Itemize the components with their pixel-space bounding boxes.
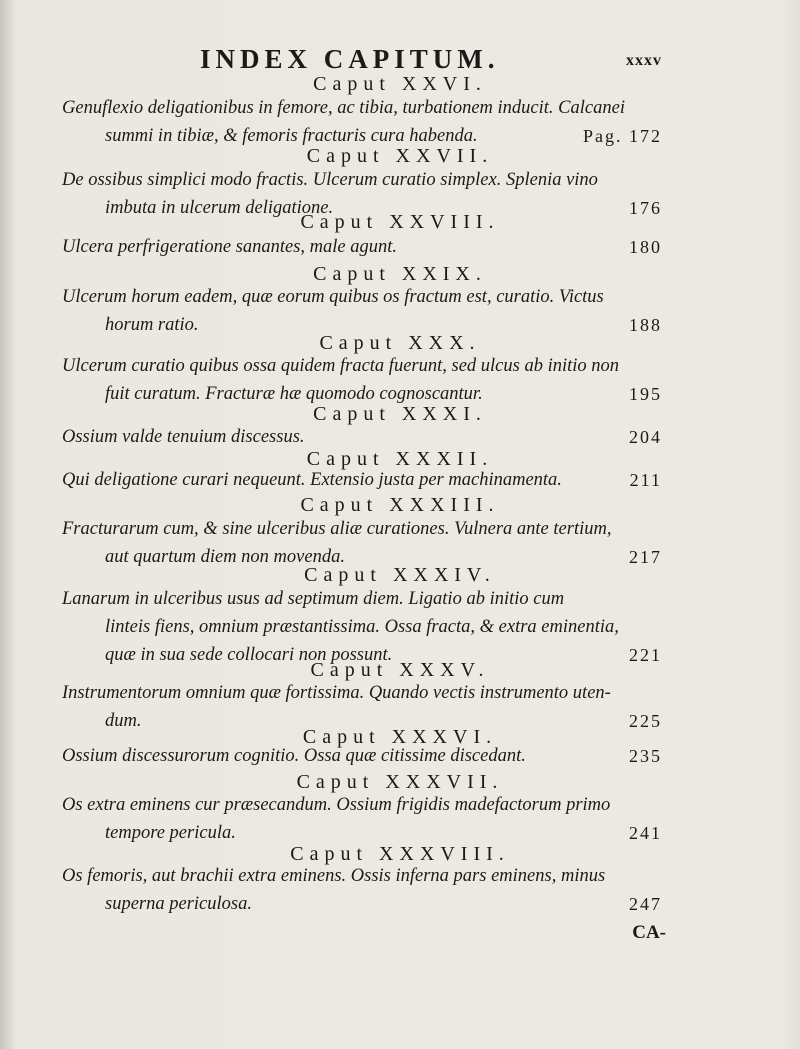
entry-text: summi in tibiæ, & femoris fracturis cura habenda. (105, 126, 478, 146)
catchword: CA- (632, 922, 666, 943)
page-reference: 221 (629, 645, 662, 665)
page-reference: 188 (629, 315, 662, 335)
page-reference: 195 (629, 384, 662, 404)
entry-text: Lanarum in ulceribus usus ad septimum diem. Ligatio ab initio cum (62, 589, 565, 609)
entry-text: Ulcera perfrigeratione sanantes, male agunt. (62, 237, 398, 257)
caput-heading: Caput XXVIII. (300, 211, 500, 233)
running-head (0, 44, 800, 74)
caput-heading: Caput XXXV. (310, 659, 490, 681)
entry-text: Os extra eminens cur præsecandum. Ossium frigidis madefactorum primo (62, 795, 611, 815)
caput-heading: Caput XXXVII. (296, 771, 504, 793)
entry-text: linteis fiens, omnium præstantissima. Ossa fracta, & extra eminentia, (105, 617, 619, 637)
entry-line (62, 94, 662, 122)
entry-line (62, 166, 662, 194)
entry-line (62, 515, 662, 543)
entry-text: Ulcerum curatio quibus ossa quidem fracta fuerunt, sed ulcus ab initio non (62, 356, 620, 376)
entry-text: dum. (105, 711, 142, 731)
index-entry (62, 585, 662, 669)
entry-text: superna periculosa. (105, 894, 252, 914)
page-title: INDEX CAPITUM. (200, 44, 500, 74)
index-entry (62, 742, 662, 770)
entry-text: Fracturarum cum, & sine ulceribus aliæ curationes. Vulnera ante tertium, (62, 519, 612, 539)
index-entry (62, 233, 662, 261)
entry-line (62, 613, 662, 641)
page-reference: 176 (629, 198, 662, 218)
entry-text: Ossium valde tenuium discessus. (62, 427, 305, 447)
entry-text: Ossium discessurorum cognitio. Ossa quæ citissime discedant. (62, 746, 526, 766)
page-reference: 217 (629, 547, 662, 567)
caput-heading: Caput XXVI. (313, 73, 487, 95)
entry-text: Instrumentorum omnium quæ fortissima. Quando vectis instrumento uten- (62, 683, 611, 703)
caput-heading: Caput XXXIV. (304, 564, 496, 586)
page-reference: 225 (629, 711, 662, 731)
entry-text: Genuflexio deligationibus in femore, ac tibia, turbationem inducit. Calcanei (62, 98, 625, 118)
entry-text: aut quartum diem non movenda. (105, 547, 345, 567)
entry-text: imbuta in ulcerum deligatione. (105, 198, 334, 218)
index-entry (62, 791, 662, 847)
entry-line (62, 466, 662, 494)
index-entry (62, 466, 662, 494)
page-reference: 204 (629, 427, 662, 447)
entry-text: Ulcerum horum eadem, quæ eorum quibus os fractum est, curatio. Victus (62, 287, 604, 307)
entry-line (62, 233, 662, 261)
folio-number: xxxv (626, 52, 662, 69)
entry-line (62, 791, 662, 819)
page-reference: 241 (629, 823, 662, 843)
entry-text: tempore pericula. (105, 823, 236, 843)
page-reference: 180 (629, 237, 662, 257)
entry-text: Qui deligatione curari nequeunt. Extensio justa per machinamenta. (62, 470, 562, 490)
entry-text: fuit curatum. Fracturæ hæ quomodo cognoscantur. (105, 384, 483, 404)
page-reference: 235 (629, 746, 662, 766)
caput-heading: Caput XXXVI. (302, 726, 498, 748)
caput-heading: Caput XXXVIII. (290, 843, 510, 865)
entry-line (62, 352, 662, 380)
entry-text: Os femoris, aut brachii extra eminens. Ossis inferna pars eminens, minus (62, 866, 606, 886)
index-entry (62, 352, 662, 408)
page-reference: Pag. 172 (583, 126, 662, 146)
index-entry (62, 94, 662, 150)
entry-line (62, 742, 662, 770)
caput-heading: Caput XXXII. (306, 448, 494, 470)
page-reference: 211 (629, 470, 662, 490)
entry-line (62, 862, 662, 890)
entry-text: horum ratio. (105, 315, 199, 335)
caput-heading: Caput XXIX. (313, 263, 487, 285)
entry-line (62, 283, 662, 311)
caput-heading: Caput XXXI. (313, 403, 487, 425)
entry-line (62, 585, 662, 613)
caput-heading: Caput XXVII. (306, 145, 494, 167)
page-reference: 247 (629, 894, 662, 914)
entry-text: quæ in sua sede collocari non possunt. (105, 645, 393, 665)
entry-text: De ossibus simplici modo fractis. Ulcerum curatio simplex. Splenia vino (62, 170, 598, 190)
entry-line (62, 679, 662, 707)
index-entry (62, 862, 662, 918)
entry-line (62, 890, 662, 918)
caput-heading: Caput XXXIII. (300, 494, 500, 516)
caput-heading: Caput XXX. (319, 332, 481, 354)
